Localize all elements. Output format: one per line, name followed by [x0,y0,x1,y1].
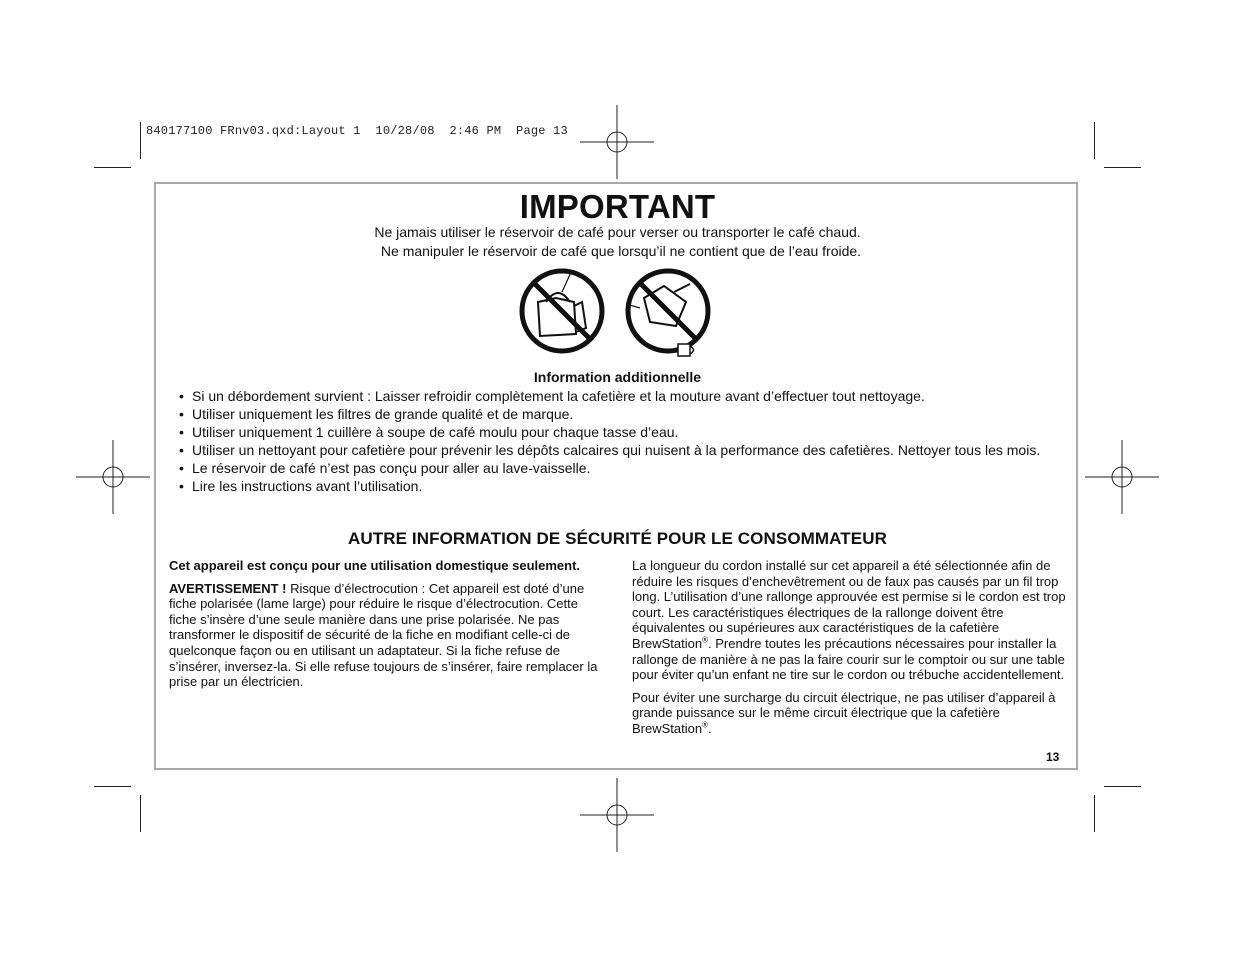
crop-mark [1094,795,1095,832]
list-item-text: Utiliser uniquement les filtres de grande qualité et de marque. [192,406,574,422]
bullet-icon: • [179,424,184,440]
list-item [179,387,1049,405]
list-item [179,441,1049,459]
safety-section-heading: AUTRE INFORMATION DE SÉCURITÉ POUR LE CONSOMMATEUR [348,529,887,548]
bullet-icon: • [179,478,184,494]
list-item-text: Si un débordement survient : Laisser refroidir complètement la cafetière et la mouture avant d’effectuer tout nettoyage. [192,388,925,404]
additional-info-list [179,387,1049,495]
list-item [179,459,1049,477]
no-carafe-carrying-icon [626,271,708,356]
overload-text-part-2: . [708,720,712,736]
prohibition-icons [516,262,716,362]
warning-label: AVERTISSEMENT ! [169,580,287,596]
registration-mark-icon [580,105,654,179]
bullet-icon: • [179,460,184,476]
additional-info-heading: Information additionnelle [533,369,702,385]
safety-right-column [632,558,1066,744]
list-item [179,477,1049,495]
list-item-text: Utiliser un nettoyant pour cafetière pour prévenir les dépôts calcaires qui nuisent à la performance des cafetières. Nettoyer tous les mois. [192,442,1041,458]
no-carafe-pouring-icon [522,270,602,351]
overload-text-part-1: Pour éviter une surcharge du circuit électrique, ne pas utiliser d’appareil à grande puissance sur le même circuit électrique que la cafetière BrewStation [632,689,1056,736]
crop-mark [1104,167,1141,168]
file-slug-line: 840177100 FRnv03.qxd:Layout 1 10/28/08 2:46 PM Page 13 [146,124,568,138]
registration-mark-icon [580,778,654,852]
list-item [179,423,1049,441]
circuit-overload-paragraph [632,690,1066,737]
intro-line-1: Ne jamais utiliser le réservoir de café pour verser ou transporter le café chaud. [374,224,861,240]
warning-text: Risque d’électrocution : Cet appareil est doté d’une fiche polarisée (lame large) pour réduire le risque d’électrocution. Cette fiche s’insère d’une seule manière dans une prise polarisée. Ne pas transformer le dispositif de sécurité de la fiche en modifiant celle-ci de quelconque façon ou en utilisant un adaptateur. Si la fiche refuse de s’insérer, inversez-la. Si elle refuse toujours de s’insérer, faire remplacer la prise par un électricien. [169,580,598,690]
registered-mark: ® [702,635,708,645]
bullet-icon: • [179,442,184,458]
polarized-plug-warning [169,581,601,690]
registered-mark: ® [702,720,708,730]
cord-text-part-2: . Prendre toutes les précautions nécessaires pour installer la rallonge de manière à ne pas la faire courir sur le comptoir ou sur une table pour éviter qu’un enfant ne tire sur le cordon ou trébuche accidentellement. [632,635,1065,683]
crop-mark [1104,786,1141,787]
list-item-text: Le réservoir de café n’est pas conçu pour aller au lave-vaisselle. [192,460,591,476]
household-notice: Cet appareil est conçu pour une utilisation domestique seulement. [169,558,581,573]
crop-mark [140,795,141,832]
intro-line-2: Ne manipuler le réservoir de café que lorsqu’il ne contient que de l’eau froide. [380,243,862,259]
registration-mark-icon [1085,440,1159,514]
list-item-text: Utiliser uniquement 1 cuillère à soupe de café moulu pour chaque tasse d’eau. [192,424,679,440]
list-item [179,405,1049,423]
cord-text-part-1: La longueur du cordon installé sur cet appareil a été sélectionnée afin de réduire les risques d’enchevêtrement ou de faux pas causés par un fil trop long. L’utilisation d’une rallonge approuvée est permise si le cordon est trop court. Les caractéristiques électriques de la rallonge doivent être équivalentes ou supérieures aux caractéristiques de la cafetière BrewStation [632,558,1066,651]
crop-mark [94,167,131,168]
cord-length-paragraph [632,558,1066,683]
page-title: IMPORTANT [519,188,716,225]
page-number: 13 [1046,750,1060,764]
bullet-icon: • [179,388,184,404]
crop-mark [1094,122,1095,159]
safety-left-column [169,558,601,697]
list-item-text: Lire les instructions avant l’utilisation. [192,478,423,494]
registration-mark-icon [76,440,150,514]
bullet-icon: • [179,406,184,422]
crop-mark [94,786,131,787]
crop-mark [140,122,141,159]
